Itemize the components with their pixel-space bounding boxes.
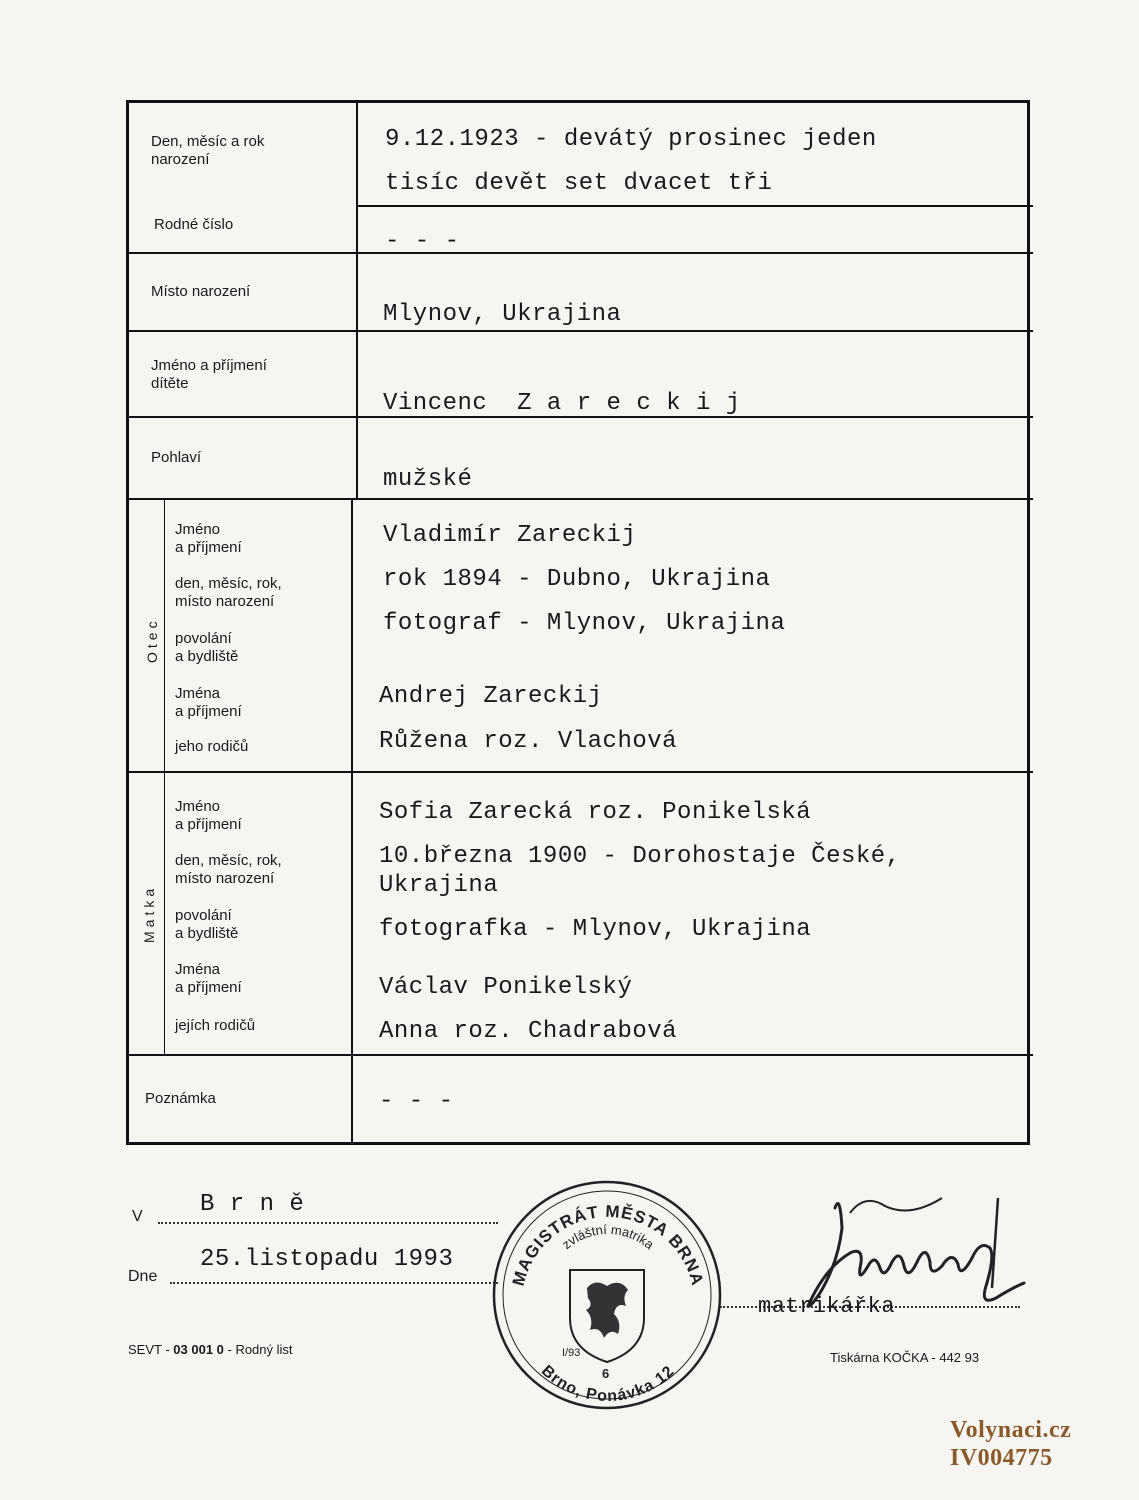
birth-date-value-2: tisíc devět set dvacet tři bbox=[385, 170, 773, 197]
note-value: - - - bbox=[379, 1088, 454, 1115]
stamp-bottom-text: Brno, Ponávka 12 bbox=[537, 1362, 679, 1406]
father-occupation-value: fotograf - Mlynov, Ukrajina bbox=[383, 610, 786, 637]
stamp-code: I/93 bbox=[562, 1347, 581, 1359]
stamp-inner-text: zvláštní matrika bbox=[559, 1221, 657, 1253]
father-parent2-value: Růžena roz. Vlachová bbox=[379, 728, 678, 755]
child-name-value: Vincenc Z a r e c k i j bbox=[383, 390, 741, 417]
svg-text:MAGISTRÁT MĚSTA BRNA bbox=[509, 1202, 707, 1288]
mother-name-label: Jméno a příjmení bbox=[175, 798, 242, 833]
father-name-label: Jméno a příjmení bbox=[175, 521, 242, 556]
sex-value: mužské bbox=[383, 466, 473, 493]
father-section-label: Otec bbox=[144, 617, 160, 663]
mother-parents-label-2: jejích rodičů bbox=[175, 1017, 256, 1034]
father-parents-label: Jména a příjmení bbox=[175, 685, 242, 720]
birth-date-value-1: 9.12.1923 - devátý prosinec jeden bbox=[385, 126, 877, 153]
birth-place-value: Mlynov, Ukrajina bbox=[383, 301, 622, 328]
mother-parents-label: Jména a příjmení bbox=[175, 961, 242, 996]
father-parent1-value: Andrej Zareckij bbox=[379, 683, 603, 710]
date-value: 25.listopadu 1993 bbox=[200, 1246, 454, 1273]
birth-number-value: - - - bbox=[385, 228, 460, 255]
stamp-number: 6 bbox=[602, 1366, 610, 1381]
date-label: Dne bbox=[128, 1268, 158, 1285]
sex-label: Pohlaví bbox=[151, 449, 202, 466]
father-occupation-label: povolání a bydliště bbox=[175, 630, 239, 665]
father-name-value: Vladimír Zareckij bbox=[383, 522, 637, 549]
watermark-id: IV004775 bbox=[950, 1445, 1053, 1471]
mother-section-label: Matka bbox=[141, 884, 157, 943]
child-name-label: Jméno a příjmení dítěte bbox=[151, 357, 267, 392]
birth-date-label: Den, měsíc a rok narození bbox=[151, 133, 265, 168]
mother-occupation-value: fotografka - Mlynov, Ukrajina bbox=[379, 916, 812, 943]
form-code-prefix: SEVT - bbox=[128, 1342, 174, 1357]
birth-certificate-form bbox=[126, 100, 1030, 1145]
birth-place-label: Místo narození bbox=[151, 283, 251, 300]
mother-name-value: Sofia Zarecká roz. Ponikelská bbox=[379, 799, 812, 826]
father-birth-label: den, měsíc, rok, místo narození bbox=[175, 575, 282, 610]
mother-birth-label: den, měsíc, rok, místo narození bbox=[175, 852, 282, 887]
coat-of-arms-icon bbox=[570, 1270, 644, 1362]
father-parents-label-2: jeho rodičů bbox=[175, 738, 249, 755]
date-dotted-line bbox=[170, 1282, 498, 1284]
stamp-outer-text: MAGISTRÁT MĚSTA BRNA bbox=[508, 1201, 708, 1288]
place-dotted-line bbox=[158, 1222, 498, 1224]
place-value: B r n ě bbox=[200, 1191, 305, 1218]
form-code bbox=[128, 1342, 293, 1357]
birth-number-label: Rodné číslo bbox=[154, 216, 234, 233]
official-stamp bbox=[490, 1178, 725, 1413]
father-birth-value: rok 1894 - Dubno, Ukrajina bbox=[383, 566, 771, 593]
registrar-title: matrikářka bbox=[758, 1294, 896, 1319]
mother-birth-value-1: 10.března 1900 - Dorohostaje České, bbox=[379, 843, 901, 870]
place-label: V bbox=[132, 1208, 143, 1225]
form-code-number: 03 001 0 bbox=[173, 1342, 224, 1357]
form-code-suffix: - Rodný list bbox=[223, 1342, 293, 1357]
note-label: Poznámka bbox=[145, 1090, 216, 1107]
mother-birth-value-2: Ukrajina bbox=[379, 872, 499, 899]
mother-parent1-value: Václav Ponikelský bbox=[379, 974, 633, 1001]
mother-occupation-label: povolání a bydliště bbox=[175, 907, 239, 942]
mother-parent2-value: Anna roz. Chadrabová bbox=[379, 1018, 678, 1045]
printer-info: Tiskárna KOČKA - 442 93 bbox=[830, 1350, 980, 1365]
watermark-site: Volynaci.cz bbox=[950, 1417, 1072, 1443]
